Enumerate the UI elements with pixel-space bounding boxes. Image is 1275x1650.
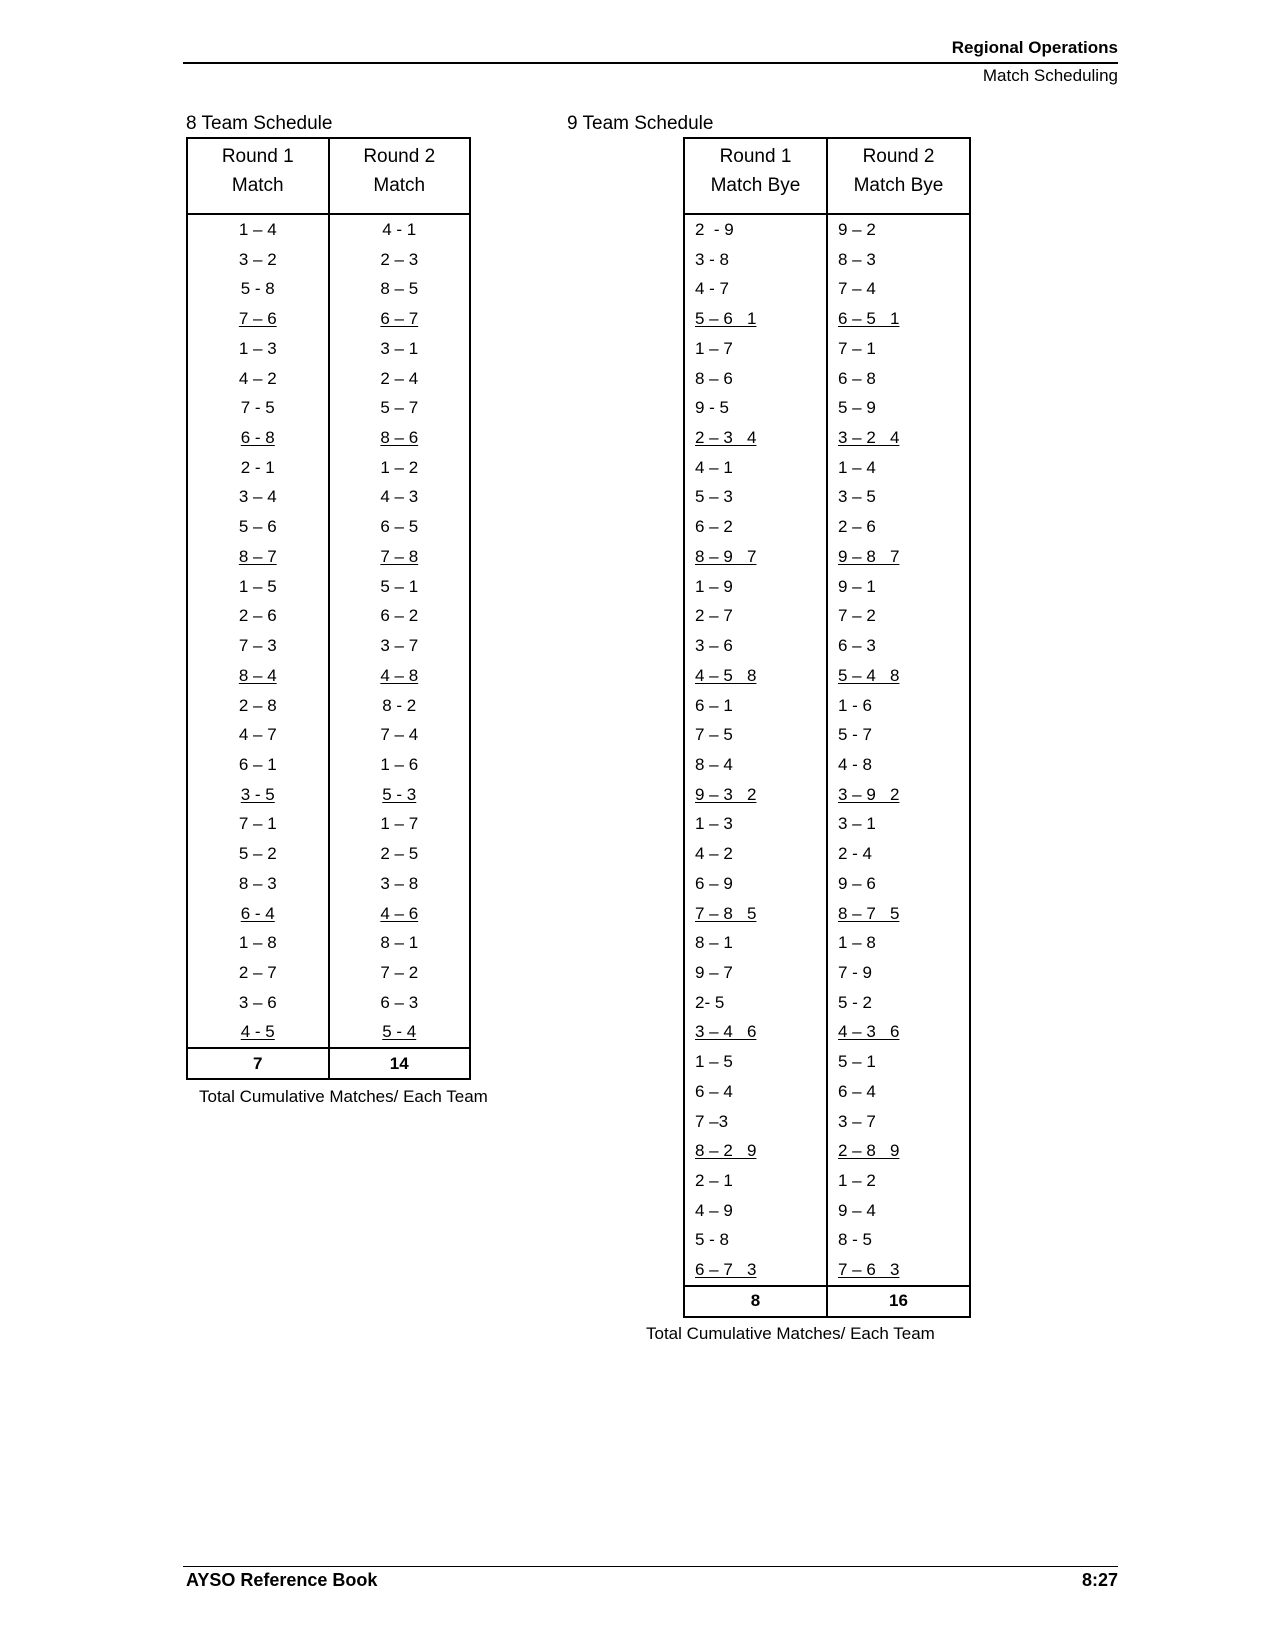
round2-match-cell: 8 – 5 [329,274,471,304]
round1-match-cell: 2 – 3 4 [684,423,827,453]
round2-match-cell: 4 - 1 [329,214,471,245]
schedule9-col2-round: Round 2 [827,138,970,175]
round2-match-cell: 6 – 3 [827,631,970,661]
round2-match-cell: 8 – 6 [329,423,471,453]
table-row [684,1136,970,1166]
round2-match-cell: 4 – 3 [329,482,471,512]
round2-match-cell: 7 – 2 [329,958,471,988]
table-row [684,214,970,245]
round1-match-cell: 4 – 1 [684,453,827,483]
table-row [187,691,470,721]
round2-match-cell: 7 – 8 [329,542,471,572]
round2-match-cell: 8 – 1 [329,928,471,958]
table-row [684,958,970,988]
round1-match-cell: 1 – 5 [684,1047,827,1077]
round1-match-cell: 3 – 2 [187,245,329,275]
round1-match-cell: 4 – 2 [187,364,329,394]
table-row [187,928,470,958]
schedule9-caption: Total Cumulative Matches/ Each Team [646,1324,935,1343]
schedule8-col2-label: Match [329,175,471,214]
round1-match-cell: 2 – 6 [187,601,329,631]
table-row [187,393,470,423]
header-title: Regional Operations [951,38,1118,57]
table-row [187,214,470,245]
round1-match-cell: 4 - 7 [684,274,827,304]
round1-match-cell: 8 – 6 [684,364,827,394]
round1-match-cell: 4 - 5 [187,1017,329,1048]
round2-match-cell: 2 – 5 [329,839,471,869]
round2-match-cell: 3 – 1 [827,809,970,839]
table-row [684,1077,970,1107]
round2-match-cell: 7 – 1 [827,334,970,364]
round1-match-cell: 5 – 3 [684,482,827,512]
round1-match-cell: 6 – 4 [684,1077,827,1107]
round2-match-cell: 7 - 9 [827,958,970,988]
table-row [187,809,470,839]
round2-match-cell: 7 – 4 [827,274,970,304]
round2-match-cell: 3 – 9 2 [827,780,970,810]
table-row [684,1255,970,1286]
round2-match-cell: 2 – 6 [827,512,970,542]
round1-match-cell: 4 – 9 [684,1196,827,1226]
round2-match-cell: 5 - 3 [329,780,471,810]
round1-match-cell: 2 – 7 [187,958,329,988]
table-row [187,601,470,631]
schedule8-col1-label: Match [187,175,329,214]
table-row [187,750,470,780]
round1-match-cell: 2 - 1 [187,453,329,483]
schedule9-col1-label: Match Bye [684,175,827,214]
table-row [684,899,970,929]
table-row [684,631,970,661]
round2-match-cell: 5 - 7 [827,720,970,750]
round1-match-cell: 2 – 1 [684,1166,827,1196]
table-row [684,453,970,483]
table-row [684,1107,970,1137]
round2-match-cell: 8 - 2 [329,691,471,721]
schedule9-rows [684,214,970,1286]
round1-match-cell: 2- 5 [684,988,827,1018]
table-row [187,364,470,394]
table-row [684,1166,970,1196]
round1-match-cell: 8 – 7 [187,542,329,572]
round1-match-cell: 5 - 8 [187,274,329,304]
round1-match-cell: 9 – 3 2 [684,780,827,810]
table-row [684,869,970,899]
round1-match-cell: 4 – 7 [187,720,329,750]
round1-match-cell: 8 – 3 [187,869,329,899]
table-row [187,245,470,275]
round2-match-cell: 7 – 2 [827,601,970,631]
round1-match-cell: 6 - 4 [187,899,329,929]
table-row [187,899,470,929]
round1-match-cell: 1 – 7 [684,334,827,364]
table-row [187,304,470,334]
round2-match-cell: 1 - 6 [827,691,970,721]
schedule9-total-round2: 16 [827,1286,970,1317]
round1-match-cell: 2 - 9 [684,214,827,245]
round1-match-cell: 8 – 1 [684,928,827,958]
round2-match-cell: 1 – 6 [329,750,471,780]
round1-match-cell: 1 – 8 [187,928,329,958]
round1-match-cell: 4 – 2 [684,839,827,869]
round2-match-cell: 3 – 5 [827,482,970,512]
round1-match-cell: 5 – 6 [187,512,329,542]
table-row [684,809,970,839]
round1-match-cell: 3 - 5 [187,780,329,810]
round2-match-cell: 6 – 5 1 [827,304,970,334]
table-row [187,334,470,364]
round2-match-cell: 9 – 4 [827,1196,970,1226]
round1-match-cell: 7 – 8 5 [684,899,827,929]
round2-match-cell: 1 – 2 [329,453,471,483]
table-row [187,542,470,572]
round1-match-cell: 9 – 7 [684,958,827,988]
schedule9-col1-round: Round 1 [684,138,827,175]
round1-match-cell: 3 - 8 [684,245,827,275]
round1-match-cell: 9 - 5 [684,393,827,423]
table-row [684,482,970,512]
table-row [187,720,470,750]
round1-match-cell: 7 - 5 [187,393,329,423]
round2-match-cell: 2 – 3 [329,245,471,275]
round2-match-cell: 4 – 6 [329,899,471,929]
round2-match-cell: 5 – 1 [329,572,471,602]
table-row [684,691,970,721]
round2-match-cell: 6 – 7 [329,304,471,334]
schedule8-col2-round: Round 2 [329,138,471,175]
round2-match-cell: 6 – 5 [329,512,471,542]
table-row [684,364,970,394]
table-row [187,512,470,542]
table-row [684,245,970,275]
round2-match-cell: 3 – 7 [827,1107,970,1137]
table-row [684,572,970,602]
table-row [684,423,970,453]
round2-match-cell: 5 – 7 [329,393,471,423]
table-row [684,839,970,869]
table-row [684,1225,970,1255]
round2-match-cell: 6 – 3 [329,988,471,1018]
footer-book-title: AYSO Reference Book [186,1570,378,1590]
round1-match-cell: 1 – 3 [187,334,329,364]
round2-match-cell: 8 – 3 [827,245,970,275]
table-row [684,988,970,1018]
round2-match-cell: 6 – 8 [827,364,970,394]
table-row [187,958,470,988]
round1-match-cell: 8 – 2 9 [684,1136,827,1166]
round1-match-cell: 8 – 4 [684,750,827,780]
round1-match-cell: 1 – 9 [684,572,827,602]
table-row [684,601,970,631]
round2-match-cell: 1 – 8 [827,928,970,958]
round1-match-cell: 1 – 4 [187,214,329,245]
round1-match-cell: 6 – 2 [684,512,827,542]
round1-match-cell: 4 – 5 8 [684,661,827,691]
round2-match-cell: 9 – 6 [827,869,970,899]
round1-match-cell: 1 – 3 [684,809,827,839]
round2-match-cell: 9 – 2 [827,214,970,245]
round2-match-cell: 7 – 6 3 [827,1255,970,1286]
round2-match-cell: 6 – 2 [329,601,471,631]
table-row [684,928,970,958]
table-row [187,1017,470,1048]
round1-match-cell: 5 – 6 1 [684,304,827,334]
table-row [187,839,470,869]
table-row [684,334,970,364]
schedule9-total-round1: 8 [684,1286,827,1317]
table-row [684,542,970,572]
round2-match-cell: 2 – 4 [329,364,471,394]
round2-match-cell: 6 – 4 [827,1077,970,1107]
schedule8-table [186,137,471,1080]
table-row [684,304,970,334]
table-row [684,1017,970,1047]
round2-match-cell: 1 – 7 [329,809,471,839]
table-row [684,720,970,750]
round1-match-cell: 3 – 4 6 [684,1017,827,1047]
round2-match-cell: 9 – 8 7 [827,542,970,572]
round2-match-cell: 3 – 2 4 [827,423,970,453]
footer-rule [183,1566,1118,1567]
table-row [684,274,970,304]
round2-match-cell: 2 – 8 9 [827,1136,970,1166]
round1-match-cell: 7 – 6 [187,304,329,334]
round1-match-cell: 7 – 5 [684,720,827,750]
footer-page-number: 8:27 [1081,1570,1118,1590]
round1-match-cell: 5 - 8 [684,1225,827,1255]
round1-match-cell: 6 - 8 [187,423,329,453]
schedule9-title: 9 Team Schedule [567,113,714,134]
round2-match-cell: 5 - 4 [329,1017,471,1048]
round2-match-cell: 5 - 2 [827,988,970,1018]
round2-match-cell: 4 - 8 [827,750,970,780]
table-row [187,869,470,899]
table-row [684,661,970,691]
round1-match-cell: 1 – 5 [187,572,329,602]
round1-match-cell: 6 – 9 [684,869,827,899]
table-row [187,661,470,691]
round1-match-cell: 3 – 6 [187,988,329,1018]
table-row [684,1047,970,1077]
round1-match-cell: 3 – 6 [684,631,827,661]
table-row [684,1196,970,1226]
round2-match-cell: 8 – 7 5 [827,899,970,929]
round2-match-cell: 5 – 1 [827,1047,970,1077]
round2-match-cell: 3 – 1 [329,334,471,364]
round2-match-cell: 2 - 4 [827,839,970,869]
table-row [187,572,470,602]
round1-match-cell: 2 – 7 [684,601,827,631]
round2-match-cell: 8 - 5 [827,1225,970,1255]
round2-match-cell: 3 – 7 [329,631,471,661]
schedule8-total-round2: 14 [329,1048,471,1079]
round2-match-cell: 1 – 2 [827,1166,970,1196]
table-row [187,988,470,1018]
schedule8-total-round1: 7 [187,1048,329,1079]
schedule8-rows [187,214,470,1048]
table-row [684,393,970,423]
schedule8-title: 8 Team Schedule [186,113,333,134]
round2-match-cell: 4 – 8 [329,661,471,691]
round1-match-cell: 6 – 1 [187,750,329,780]
round2-match-cell: 4 – 3 6 [827,1017,970,1047]
round1-match-cell: 6 – 1 [684,691,827,721]
table-row [684,780,970,810]
round1-match-cell: 7 – 3 [187,631,329,661]
round1-match-cell: 8 – 4 [187,661,329,691]
header-subtitle: Match Scheduling [982,66,1118,85]
round1-match-cell: 6 – 7 3 [684,1255,827,1286]
round2-match-cell: 9 – 1 [827,572,970,602]
round1-match-cell: 5 – 2 [187,839,329,869]
schedule8-caption: Total Cumulative Matches/ Each Team [199,1087,488,1106]
header-rule [183,62,1118,64]
schedule9-table [683,137,971,1318]
schedule8-col1-round: Round 1 [187,138,329,175]
round2-match-cell: 3 – 8 [329,869,471,899]
round2-match-cell: 5 – 4 8 [827,661,970,691]
table-row [187,423,470,453]
table-row [187,780,470,810]
round1-match-cell: 8 – 9 7 [684,542,827,572]
table-row [187,631,470,661]
table-row [187,453,470,483]
round1-match-cell: 3 – 4 [187,482,329,512]
round2-match-cell: 5 – 9 [827,393,970,423]
table-row [187,274,470,304]
schedule9-col2-label: Match Bye [827,175,970,214]
round2-match-cell: 1 – 4 [827,453,970,483]
table-row [684,512,970,542]
round1-match-cell: 2 – 8 [187,691,329,721]
round1-match-cell: 7 – 1 [187,809,329,839]
round2-match-cell: 7 – 4 [329,720,471,750]
table-row [684,750,970,780]
round1-match-cell: 7 –3 [684,1107,827,1137]
table-row [187,482,470,512]
